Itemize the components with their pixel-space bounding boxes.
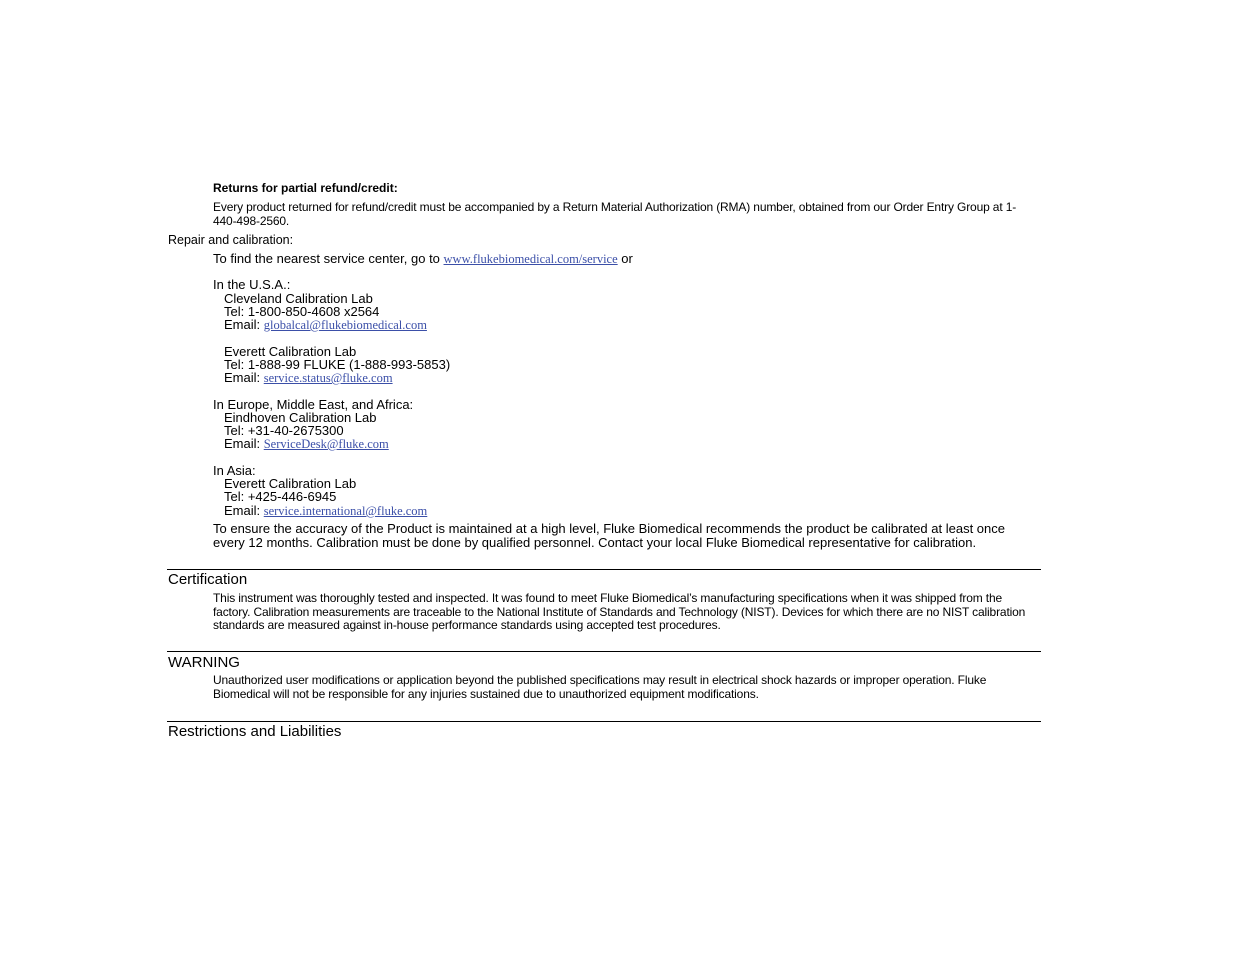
returns-body: Every product returned for refund/credit must be accompanied by a Return Material Authorization (RMA) number, obtained from our Order Entry Group at 1-440-498-2560. [213, 200, 1017, 228]
lab-tel: Tel: 1-800-850-4608 x2564 [224, 304, 380, 319]
lab-name: Everett Calibration Lab [224, 476, 357, 491]
repair-label: Repair and calibration: [168, 233, 294, 247]
email-label: Email: [224, 503, 264, 518]
section-divider [167, 721, 1041, 722]
lab-tel: Tel: 1-888-99 FLUKE (1-888-993-5853) [224, 357, 451, 372]
region-emea: In Europe, Middle East, and Africa: [213, 397, 414, 412]
service-link[interactable]: www.flukebiomedical.com/service [443, 252, 618, 266]
restrictions-title: Restrictions and Liabilities [168, 723, 342, 740]
lab-tel: Tel: +31-40-2675300 [224, 423, 344, 438]
lab-email-line [224, 504, 427, 519]
lab-email-line [224, 371, 393, 386]
warning-title: WARNING [168, 654, 240, 671]
section-divider [167, 569, 1041, 570]
region-usa: In the U.S.A.: [213, 277, 291, 292]
calibration-accuracy-text: To ensure the accuracy of the Product is maintained at a high level, Fluke Biomedical recommends the product be calibrated at least once every 12 months. Calibration must be done by qualified personnel. Contact your local Fluke Biomedical representative for calibration. [213, 521, 1005, 550]
find-service-line [213, 252, 633, 267]
lab-name: Eindhoven Calibration Lab [224, 410, 377, 425]
lab-name: Cleveland Calibration Lab [224, 291, 373, 306]
certification-title: Certification [168, 571, 248, 588]
find-service-prefix: To find the nearest service center, go to [213, 251, 444, 266]
email-label: Email: [224, 317, 264, 332]
lab-email-line [224, 318, 427, 333]
lab-name: Everett Calibration Lab [224, 344, 357, 359]
returns-heading: Returns for partial refund/credit: [213, 181, 398, 195]
email-label: Email: [224, 370, 264, 385]
email-link-everett[interactable]: service.status@fluke.com [263, 371, 393, 385]
email-link-cleveland[interactable]: globalcal@flukebiomedical.com [263, 318, 427, 332]
lab-email-line [224, 437, 389, 452]
email-link-asia[interactable]: service.international@fluke.com [263, 504, 428, 518]
region-asia: In Asia: [213, 463, 256, 478]
section-divider [167, 651, 1041, 652]
find-service-suffix: or [617, 251, 633, 266]
warning-body: Unauthorized user modifications or application beyond the published specifications may result in electrical shock hazards or improper operation. Fluke Biomedical will not be responsible for any injuries sustained due to unauthorized equipment modifications. [213, 673, 987, 701]
lab-tel: Tel: +425-446-6945 [224, 489, 337, 504]
email-link-eindhoven[interactable]: ServiceDesk@fluke.com [263, 437, 389, 451]
email-label: Email: [224, 436, 264, 451]
certification-body: This instrument was thoroughly tested and inspected. It was found to meet Fluke Biomedical’s manufacturing specifications when it was shipped from the factory. Calibration measurements are traceable to the National Institute of Standards and Technology (NIST). Devices for which there are no NIST calibration standards are measured against in-house performance standards using accepted test procedures. [213, 591, 1026, 632]
